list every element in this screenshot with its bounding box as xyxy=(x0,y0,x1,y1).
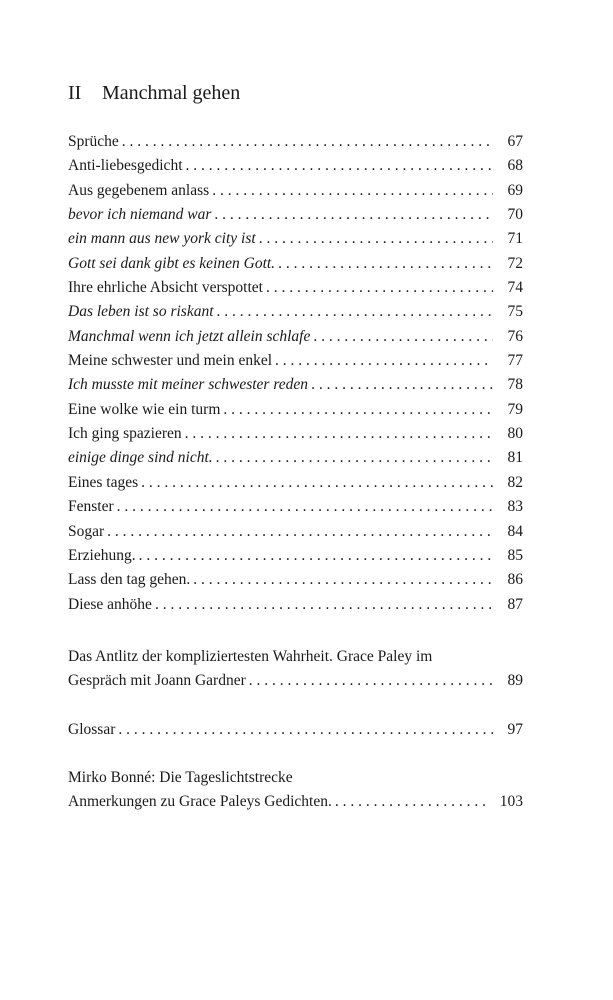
toc-entry[interactable] xyxy=(68,130,523,154)
section-title: Manchmal gehen xyxy=(102,82,241,104)
leader-dots xyxy=(311,373,493,397)
leader-dots xyxy=(266,276,493,300)
toc-entry-page-number: 74 xyxy=(507,279,523,297)
afterword-page-number: 103 xyxy=(499,793,523,810)
leader-dots xyxy=(223,398,493,422)
toc-entry[interactable] xyxy=(68,276,523,300)
leader-dots xyxy=(217,300,493,324)
toc-entry-page-number: 85 xyxy=(507,546,523,564)
leader-dots xyxy=(249,669,493,693)
leader-dots xyxy=(216,446,493,470)
toc-entry-page-number: 76 xyxy=(507,327,523,345)
interview-title-line2: Gespräch mit Joann Gardner xyxy=(68,672,246,689)
leader-dots xyxy=(212,179,493,203)
toc-entry-page-number: 86 xyxy=(507,571,523,589)
toc-entry[interactable] xyxy=(68,446,523,470)
toc-entry-title: Das leben ist so riskant xyxy=(68,303,214,321)
interview-entry[interactable] xyxy=(68,645,523,693)
toc-entry-title: Eines tages xyxy=(68,473,139,491)
toc-entry[interactable] xyxy=(68,544,523,568)
toc-entry[interactable] xyxy=(68,520,523,544)
toc-entry-page-number: 77 xyxy=(507,352,523,370)
toc-entry[interactable] xyxy=(68,325,523,349)
toc-entry-page-number: 67 xyxy=(507,133,523,150)
leader-dots xyxy=(335,790,485,814)
toc-entry-page-number: 75 xyxy=(507,303,523,321)
toc-entry-title: Aus gegebenem anlass xyxy=(68,181,210,199)
toc-entry[interactable] xyxy=(68,349,523,373)
toc-entry-page-number: 79 xyxy=(507,400,523,418)
toc-entry-title: Manchmal wenn ich jetzt allein schlafe xyxy=(68,327,311,345)
leader-dots xyxy=(141,471,493,495)
leader-dots xyxy=(107,520,493,544)
toc-entry-page-number: 81 xyxy=(507,449,523,467)
leader-dots xyxy=(193,568,493,592)
interview-title-line1: Das Antlitz der kompliziertesten Wahrheit. Grace Paley im xyxy=(68,648,433,665)
toc-entry[interactable] xyxy=(68,179,523,203)
toc-entry-title: Ihre ehrliche Absicht verspottet xyxy=(68,279,263,297)
section-number: II xyxy=(68,82,82,104)
toc-entry-page-number: 87 xyxy=(507,595,523,613)
leader-dots xyxy=(186,154,494,178)
toc-entry-title: einige dinge sind nicht. xyxy=(68,449,213,467)
toc-entry-page-number: 69 xyxy=(507,181,523,199)
toc-entry-page-number: 71 xyxy=(507,230,523,248)
toc-entry-page-number: 82 xyxy=(507,473,523,491)
toc-entry[interactable] xyxy=(68,471,523,495)
toc-entry[interactable] xyxy=(68,300,523,324)
leader-dots xyxy=(278,252,493,276)
leader-dots xyxy=(118,718,493,742)
glossary-entry[interactable] xyxy=(68,718,523,742)
leader-dots xyxy=(139,544,493,568)
afterword-title-line2-row xyxy=(68,790,523,814)
toc-entry[interactable] xyxy=(68,227,523,251)
toc-entry-title: Fenster xyxy=(68,498,114,516)
toc-entry-page-number: 80 xyxy=(507,425,523,443)
leader-dots xyxy=(275,349,493,373)
toc-entry-page-number: 68 xyxy=(507,157,523,175)
leader-dots xyxy=(259,227,493,251)
toc-entry-page-number: 83 xyxy=(507,498,523,516)
toc-entry-title: Ich ging spazieren xyxy=(68,425,182,443)
toc-entry[interactable] xyxy=(68,495,523,519)
glossary-row xyxy=(68,718,523,742)
toc-entry-page-number: 78 xyxy=(507,376,523,394)
toc-entry[interactable] xyxy=(68,252,523,276)
toc-entry-title: Lass den tag gehen. xyxy=(68,571,191,589)
toc-entry[interactable] xyxy=(68,593,523,617)
leader-dots xyxy=(214,203,493,227)
glossary-page-number: 97 xyxy=(507,721,523,738)
toc-entry-title: Erziehung. xyxy=(68,546,136,564)
leader-dots xyxy=(185,422,493,446)
toc-entry-title: ein mann aus new york city ist xyxy=(68,230,256,248)
glossary-title: Glossar xyxy=(68,721,116,738)
toc-entry-title: Diese anhöhe xyxy=(68,595,152,613)
section-heading xyxy=(68,80,240,106)
afterword-entry[interactable] xyxy=(68,766,523,814)
afterword-title-line2: Anmerkungen zu Grace Paleys Gedichten. xyxy=(68,793,332,810)
toc-entry-page-number: 70 xyxy=(507,206,523,224)
afterword-title-line1: Mirko Bonné: Die Tageslichtstrecke xyxy=(68,769,293,786)
toc-entry-title: Gott sei dank gibt es keinen Gott. xyxy=(68,254,276,272)
leader-dots xyxy=(122,130,493,154)
toc-entry-title: Anti-liebesgedicht xyxy=(68,157,183,175)
toc-entry[interactable] xyxy=(68,373,523,397)
toc-entry[interactable] xyxy=(68,154,523,178)
toc-entry-title: Sprüche xyxy=(68,133,119,150)
toc-entry-page-number: 84 xyxy=(507,522,523,540)
toc-entry[interactable] xyxy=(68,568,523,592)
leader-dots xyxy=(117,495,493,519)
leader-dots xyxy=(313,325,493,349)
interview-title-line2-row xyxy=(68,669,523,693)
interview-page-number: 89 xyxy=(507,672,523,689)
toc-entry-title: Eine wolke wie ein turm xyxy=(68,400,221,418)
toc-entry-title: Sogar xyxy=(68,522,105,540)
toc-entry-title: bevor ich niemand war xyxy=(68,206,212,224)
toc-entry[interactable] xyxy=(68,203,523,227)
toc-entry-title: Ich musste mit meiner schwester reden xyxy=(68,376,309,394)
toc-entry[interactable] xyxy=(68,422,523,446)
toc-entry-page-number: 72 xyxy=(507,254,523,272)
toc-entry-title: Meine schwester und mein enkel xyxy=(68,352,273,370)
toc-entry[interactable] xyxy=(68,398,523,422)
leader-dots xyxy=(155,593,493,617)
toc-entry-list xyxy=(68,130,523,617)
